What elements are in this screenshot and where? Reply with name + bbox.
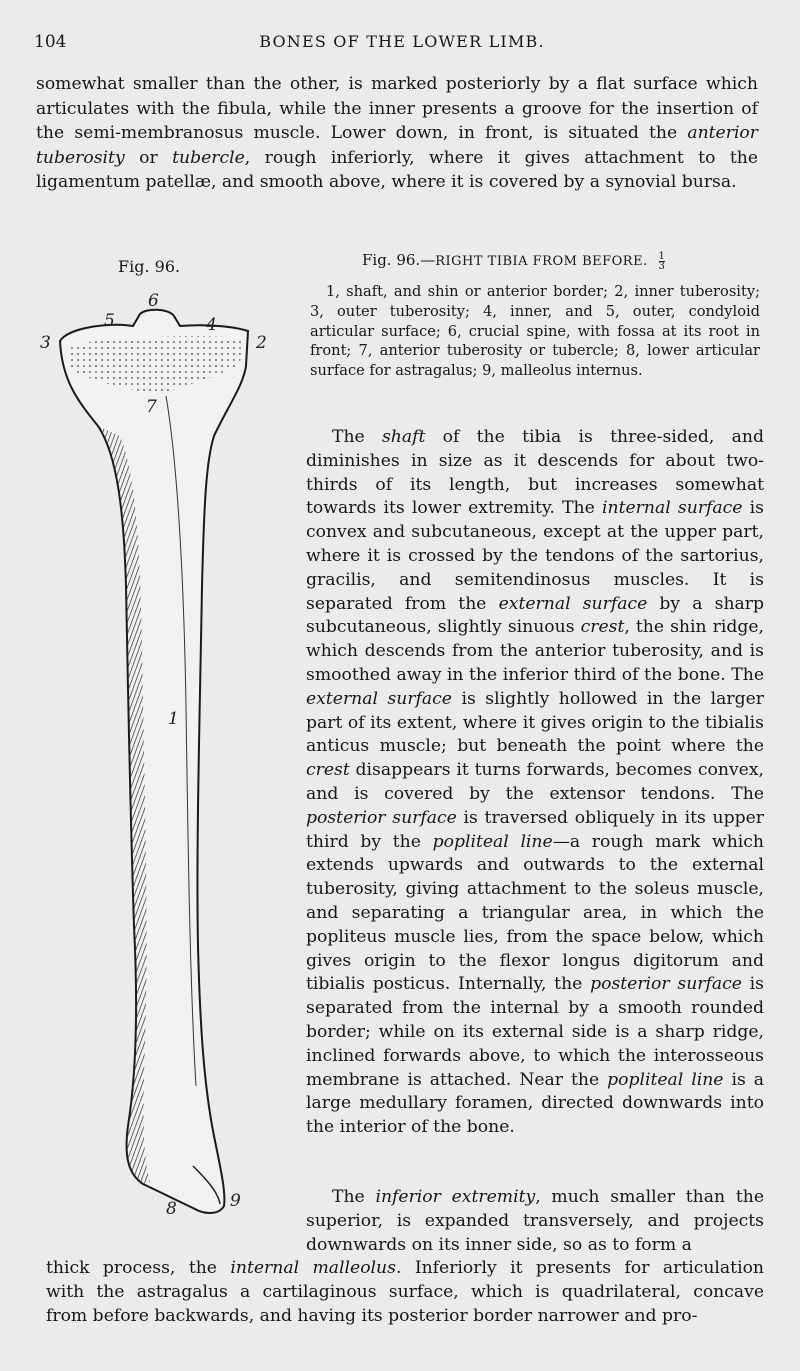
- figure-label: Fig. 96.: [118, 257, 181, 276]
- shaft-paragraph: The shaft of the tibia is three-sided, and diminishes in size as it descends for about two-thirds of its length, but increases somewhat towards its lower extremity. The internal surface is convex and subcutaneous, except at the upper part, where it is crossed by the tendons of the sartorius, gracilis, and semitendinosus muscles. It is separated from the external surface by a sharp subcutaneous, slightly sinuous crest, the shin ridge, which descends from the anterior tuberosity, and is smoothed away in the inferior third of the bone. The external surface is slightly hollowed in the larger part of its extent, where it gives origin to the tibialis anticus muscle; but beneath the point where the crest disappears it turns forwards, becomes convex, and is covered by the extensor tendons. The posterior surface is traversed obliquely in its upper third by the popliteal line—a rough mark which extends upwards and outwards to the external tuberosity, giving attachment to the soleus muscle, and separating a triangular area, in which the popliteus muscle lies, from the space below, which gives origin to the flexor longus digitorum and tibialis posticus. Internally, the posterior surface is separated from the internal by a smooth rounded border; while on its external side is a sharp ridge, inclined forwards above, to which the interosseous membrane is attached. Near the popliteal line is a large medullary foramen, directed downwards into the interior of the bone.: [306, 427, 765, 1138]
- figure-caption-title: [362, 251, 665, 271]
- text-line: with the astragalus a cartilaginous surface, which is quadrilateral, concave: [46, 1281, 764, 1302]
- intro-paragraph: somewhat smaller than the other, is marked posteriorly by a flat surface which articulates with the fibula, while the inner presents a groove for the insertion of the semi-membranosus muscle. Lower down, in front, is situated the anterior tuberosity or tubercle, rough inferiorly, where it gives attachment to the ligamentum patellæ, and smooth above, where it is covered by a synovial bursa.: [36, 74, 759, 192]
- marker-5: 5: [104, 311, 115, 331]
- marker-7: 7: [146, 397, 157, 417]
- caption-title: RIGHT TIBIA FROM BEFORE.: [435, 254, 648, 269]
- scale-denominator: 3: [658, 260, 665, 272]
- figure-legend: 1, shaft, and shin or anterior border; 2, inner tuberosity; 3, outer tuberosity; 4, inner, and 5, outer, condyloid articular surface; 6, crucial spine, with fossa at its root in front; 7, anterior tuberosity or tubercle; 8, lower articular surface for astragalus; 9, malleolus internus.: [310, 283, 760, 380]
- marker-4: 4: [206, 315, 217, 335]
- inferior-paragraph-continuation: [46, 1257, 764, 1328]
- scale-numerator: 1: [658, 250, 665, 262]
- marker-2: 2: [256, 333, 267, 353]
- caption-prefix: Fig. 96.—: [362, 251, 436, 269]
- bone-outline: [60, 310, 248, 1213]
- text-line: from before backwards, and having its posterior border narrower and pro-: [46, 1305, 698, 1326]
- text-line: thick process, the internal malleolus. Inferiorly it presents for articulation: [46, 1258, 764, 1278]
- page-number: 104: [34, 32, 67, 52]
- marker-6: 6: [148, 291, 159, 311]
- scale-fraction: [659, 252, 665, 271]
- running-head: [34, 32, 770, 54]
- marker-8: 8: [166, 1199, 177, 1219]
- inferior-paragraph: The inferior extremity, much smaller than the superior, is expanded transversely, and projects downwards on its inner side, so as to form a: [306, 1187, 764, 1255]
- marker-3: 3: [40, 333, 51, 353]
- running-title: BONES OF THE LOWER LIMB.: [259, 32, 545, 51]
- tibia-illustration: [28, 286, 283, 1226]
- marker-1: 1: [168, 709, 179, 729]
- marker-9: 9: [230, 1191, 241, 1211]
